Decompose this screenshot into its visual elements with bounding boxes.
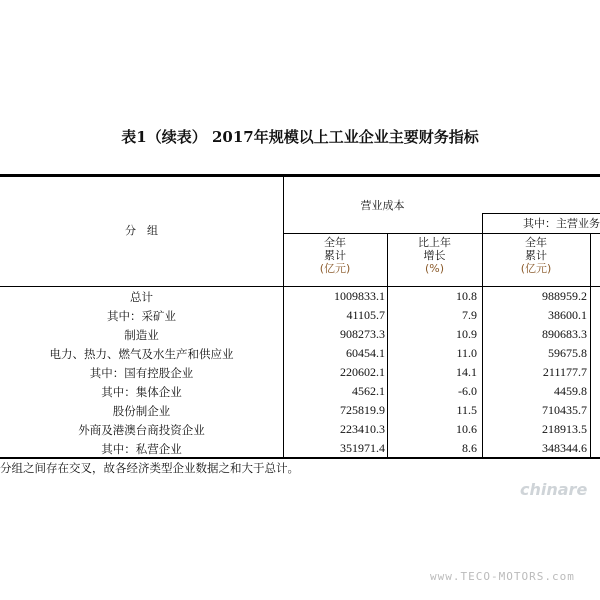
main-cost-value: 59675.8 bbox=[548, 346, 587, 360]
cost-value: 351971.4 bbox=[340, 441, 385, 455]
header-total-line1: 全年 bbox=[324, 236, 346, 249]
cost-value: 908273.3 bbox=[340, 327, 385, 341]
row-label: 其中：集体企业 bbox=[101, 385, 182, 399]
row-label: 其中：国有控股企业 bbox=[89, 366, 194, 380]
header-bottom bbox=[0, 286, 600, 287]
header-total-unit: (亿元) bbox=[319, 262, 351, 275]
cost-value: 1009833.1 bbox=[334, 289, 385, 303]
row-label: 总计 bbox=[130, 290, 153, 304]
cost-value: 41105.7 bbox=[346, 308, 385, 322]
growth-value: 10.6 bbox=[456, 422, 477, 436]
growth-value: 11.5 bbox=[456, 403, 477, 417]
row-label: 股份制企业 bbox=[112, 404, 171, 418]
main-cost-value: 348344.6 bbox=[542, 441, 587, 455]
growth-value: 7.9 bbox=[462, 308, 477, 322]
growth-value: 8.6 bbox=[462, 441, 477, 455]
header-growth-line2: 增长 bbox=[423, 249, 446, 262]
cost-value: 725819.9 bbox=[340, 403, 385, 417]
row-label: 外商及港澳台商投资企业 bbox=[78, 423, 205, 437]
main-cost-value: 890683.3 bbox=[542, 327, 587, 341]
header-growth-line1: 比上年 bbox=[418, 236, 451, 249]
header-total-line2: 累计 bbox=[324, 249, 346, 262]
table-title: 表1（续表） 2017年规模以上工业企业主要财务指标 bbox=[121, 128, 479, 146]
growth-value: -6.0 bbox=[458, 384, 477, 398]
main-cost-value: 218913.5 bbox=[542, 422, 587, 436]
row-label: 其中：采矿业 bbox=[107, 309, 176, 323]
header-growth-unit: (%) bbox=[424, 262, 445, 275]
growth-value: 11.0 bbox=[456, 346, 477, 360]
main-cost-value: 710435.7 bbox=[542, 403, 587, 417]
growth-value: 10.8 bbox=[456, 289, 477, 303]
cost-value: 4562.1 bbox=[352, 384, 385, 398]
cost-value: 220602.1 bbox=[340, 365, 385, 379]
bottom-border bbox=[0, 457, 600, 459]
row-divider bbox=[283, 233, 600, 234]
header-cost: 营业成本 bbox=[360, 199, 405, 212]
growth-value: 10.9 bbox=[456, 327, 477, 341]
watermark-logo: chinare bbox=[520, 480, 588, 499]
header-main: 其中：主营业务 bbox=[523, 217, 600, 230]
main-cost-value: 38600.1 bbox=[548, 308, 587, 322]
row-divider bbox=[482, 213, 600, 214]
main-cost-value: 211177.7 bbox=[542, 365, 587, 379]
main-cost-value: 4459.8 bbox=[554, 384, 587, 398]
header-main-total-unit: (亿元) bbox=[520, 262, 552, 275]
top-border bbox=[0, 174, 600, 177]
main-cost-value: 988959.2 bbox=[542, 289, 587, 303]
header-total bbox=[283, 236, 387, 275]
footnote: 分组之间存在交叉，故各经济类型企业数据之和大于总计。 bbox=[0, 461, 299, 475]
header-main-total bbox=[482, 236, 590, 275]
growth-value: 14.1 bbox=[456, 365, 477, 379]
watermark: www.TECO-MOTORS.com bbox=[430, 570, 575, 583]
row-label: 其中：私营企业 bbox=[101, 442, 182, 456]
cost-value: 60454.1 bbox=[346, 346, 385, 360]
header-growth bbox=[387, 236, 482, 275]
row-label: 制造业 bbox=[124, 328, 159, 342]
row-label: 电力、热力、燃气及水生产和供应业 bbox=[49, 347, 234, 361]
header-main-total-line2: 累计 bbox=[525, 249, 547, 262]
header-main-total-line1: 全年 bbox=[525, 236, 547, 249]
header-group: 分 组 bbox=[125, 224, 158, 237]
cost-value: 223410.3 bbox=[340, 422, 385, 436]
col-divider bbox=[590, 233, 591, 459]
